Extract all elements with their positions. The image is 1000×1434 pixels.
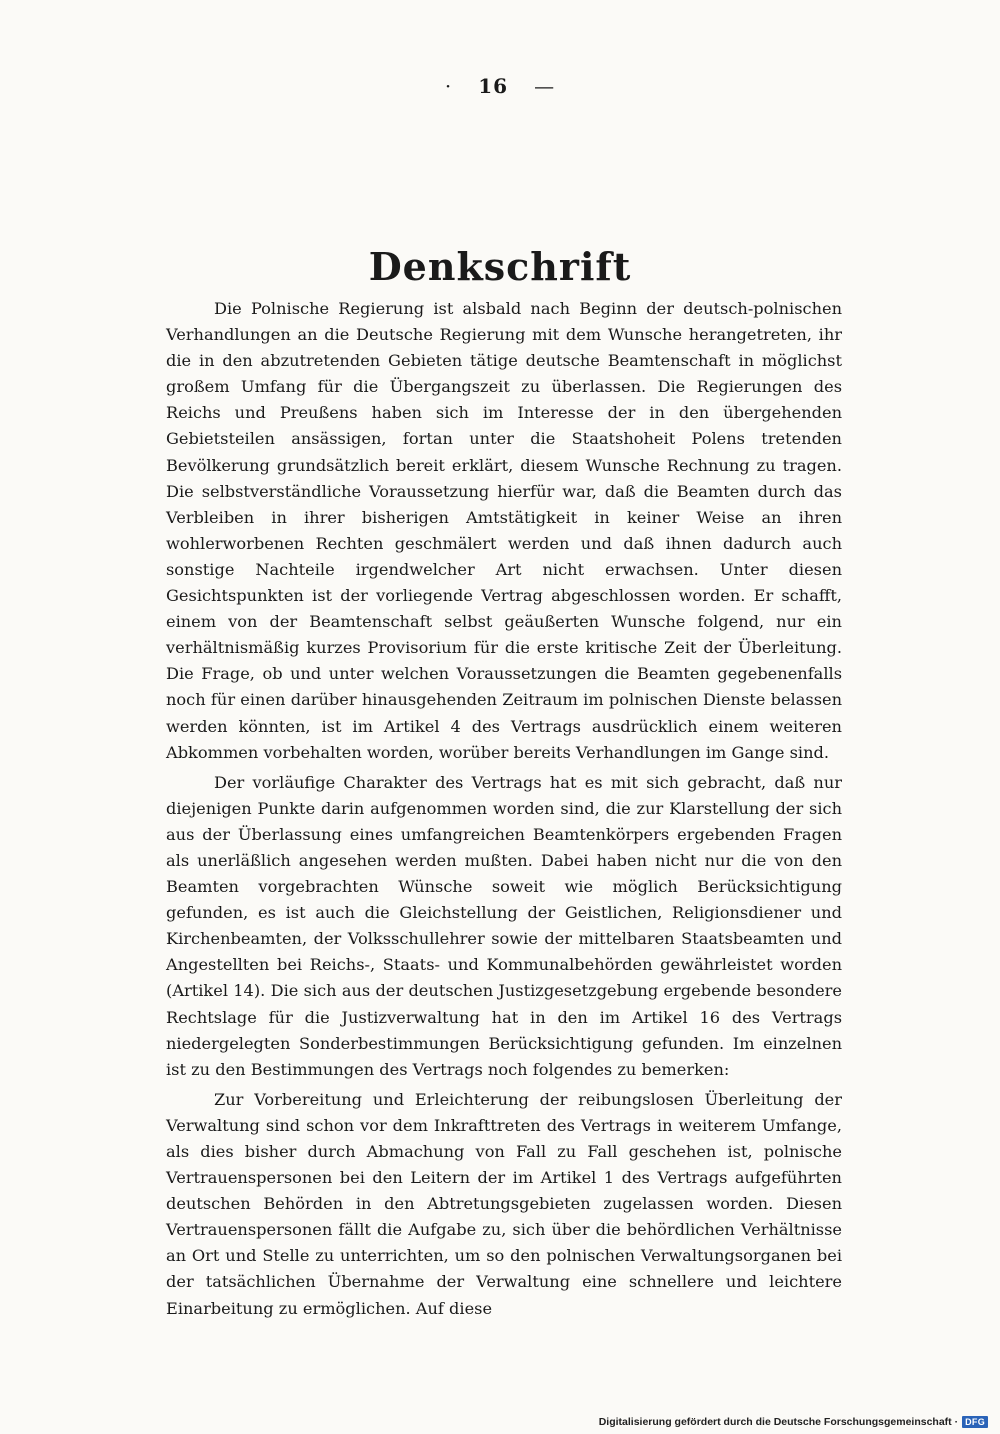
paragraph-3: Zur Vorbereitung und Erleichterung der reibungslosen Überleitung der Verwaltung sind schon vor dem Inkrafttreten des Vertrags in weiterem Umfange, als dies bisher durch Abmachung von Fall zu Fall geschehen ist, polnische Vertrauenspersonen bei den Leitern der im Artikel 1 des Vertrags aufgeführten deutschen Behörden in den Abtretungsgebieten zugelassen worden. Diesen Vertrauenspersonen fällt die Aufgabe zu, sich über die behördlichen Verhältnisse an Ort und Stelle zu unterrichten, um so den polnischen Verwaltungsorganen bei der tatsächlichen Übernahme der Verwaltung eine schnellere und leichtere Einarbeitung zu ermöglichen. Auf diese (166, 1089, 842, 1318)
page-header (0, 74, 1000, 98)
document-title: Denkschrift (368, 244, 632, 289)
paragraph-1: Die Polnische Regierung ist alsbald nach Beginn der deutsch-polnischen Verhandlungen an die Deutsche Regierung mit dem Wunsche herangetreten, ihr die in den abzutretenden Gebieten tätige deutsche Beamtenschaft in möglichst großem Umfang für die Übergangszeit zu überlassen. Die Regierungen des Reichs und Preußens haben sich im Interesse der in den übergehenden Gebietsteilen ansässigen, fortan unter die Staatshoheit Polens tretenden Bevölkerung grundsätzlich bereit erklärt, diesem Wunsche Rechnung zu tragen. Die selbstverständliche Voraussetzung hierfür war, daß die Beamten durch das Verbleiben in ihrer bisherigen Amtstätigkeit in keiner Weise an ihren wohlerworbenen Rechten geschmälert werden und daß ihnen dadurch auch sonstige Nachteile irgendwelcher Art nicht erwachsen. Unter diesen Gesichtspunkten ist der vorliegende Vertrag abgeschlossen worden. Er schafft, einem von der Beamtenschaft selbst geäußerten Wunsche folgend, nur ein verhältnismäßig kurzes Provisorium für die erste kritische Zeit der Überleitung. Die Frage, ob und unter welchen Voraussetzungen die Beamten gegebenenfalls noch für einen darüber hinausgehenden Zeitraum im polnischen Dienste belassen werden könnten, ist im Artikel 4 des Vertrags ausdrücklich einem weiteren Abkommen vorbehalten worden, worüber bereits Verhandlungen im Gange sind. (166, 299, 842, 762)
page-number: 16 (478, 74, 509, 98)
header-dash: — (534, 74, 556, 98)
digitization-footer (599, 1416, 988, 1428)
dfg-logo-icon: DFG (962, 1416, 988, 1428)
header-dot: · (444, 74, 453, 98)
body-text (166, 296, 842, 1322)
footer-credit: Digitalisierung gefördert durch die Deutsche Forschungsgemeinschaft · (598, 1416, 959, 1428)
paragraph-2: Der vorläufige Charakter des Vertrags hat es mit sich gebracht, daß nur diejenigen Punkte darin aufgenommen worden sind, die zur Klarstellung der sich aus der Überlassung eines umfangreichen Beamtenkörpers ergebenden Fragen als unerläßlich angesehen werden mußten. Dabei haben nicht nur die von den Beamten vorgebrachten Wünsche soweit wie möglich Berücksichtigung gefunden, es ist auch die Gleichstellung der Geistlichen, Religionsdiener und Kirchenbeamten, der Volksschullehrer sowie der mittelbaren Staatsbeamten und Angestellten bei Reichs-, Staats- und Kommunalbehörden gewährleistet worden (Artikel 14). Die sich aus der deutschen Justizgesetzgebung ergebende besondere Rechtslage für die Justizverwaltung hat in den im Artikel 16 des Vertrags niedergelegten Sonderbestimmungen Berücksichtigung gefunden. Im einzelnen ist zu den Bestimmungen des Vertrags noch folgendes zu bemerken: (166, 772, 842, 1079)
